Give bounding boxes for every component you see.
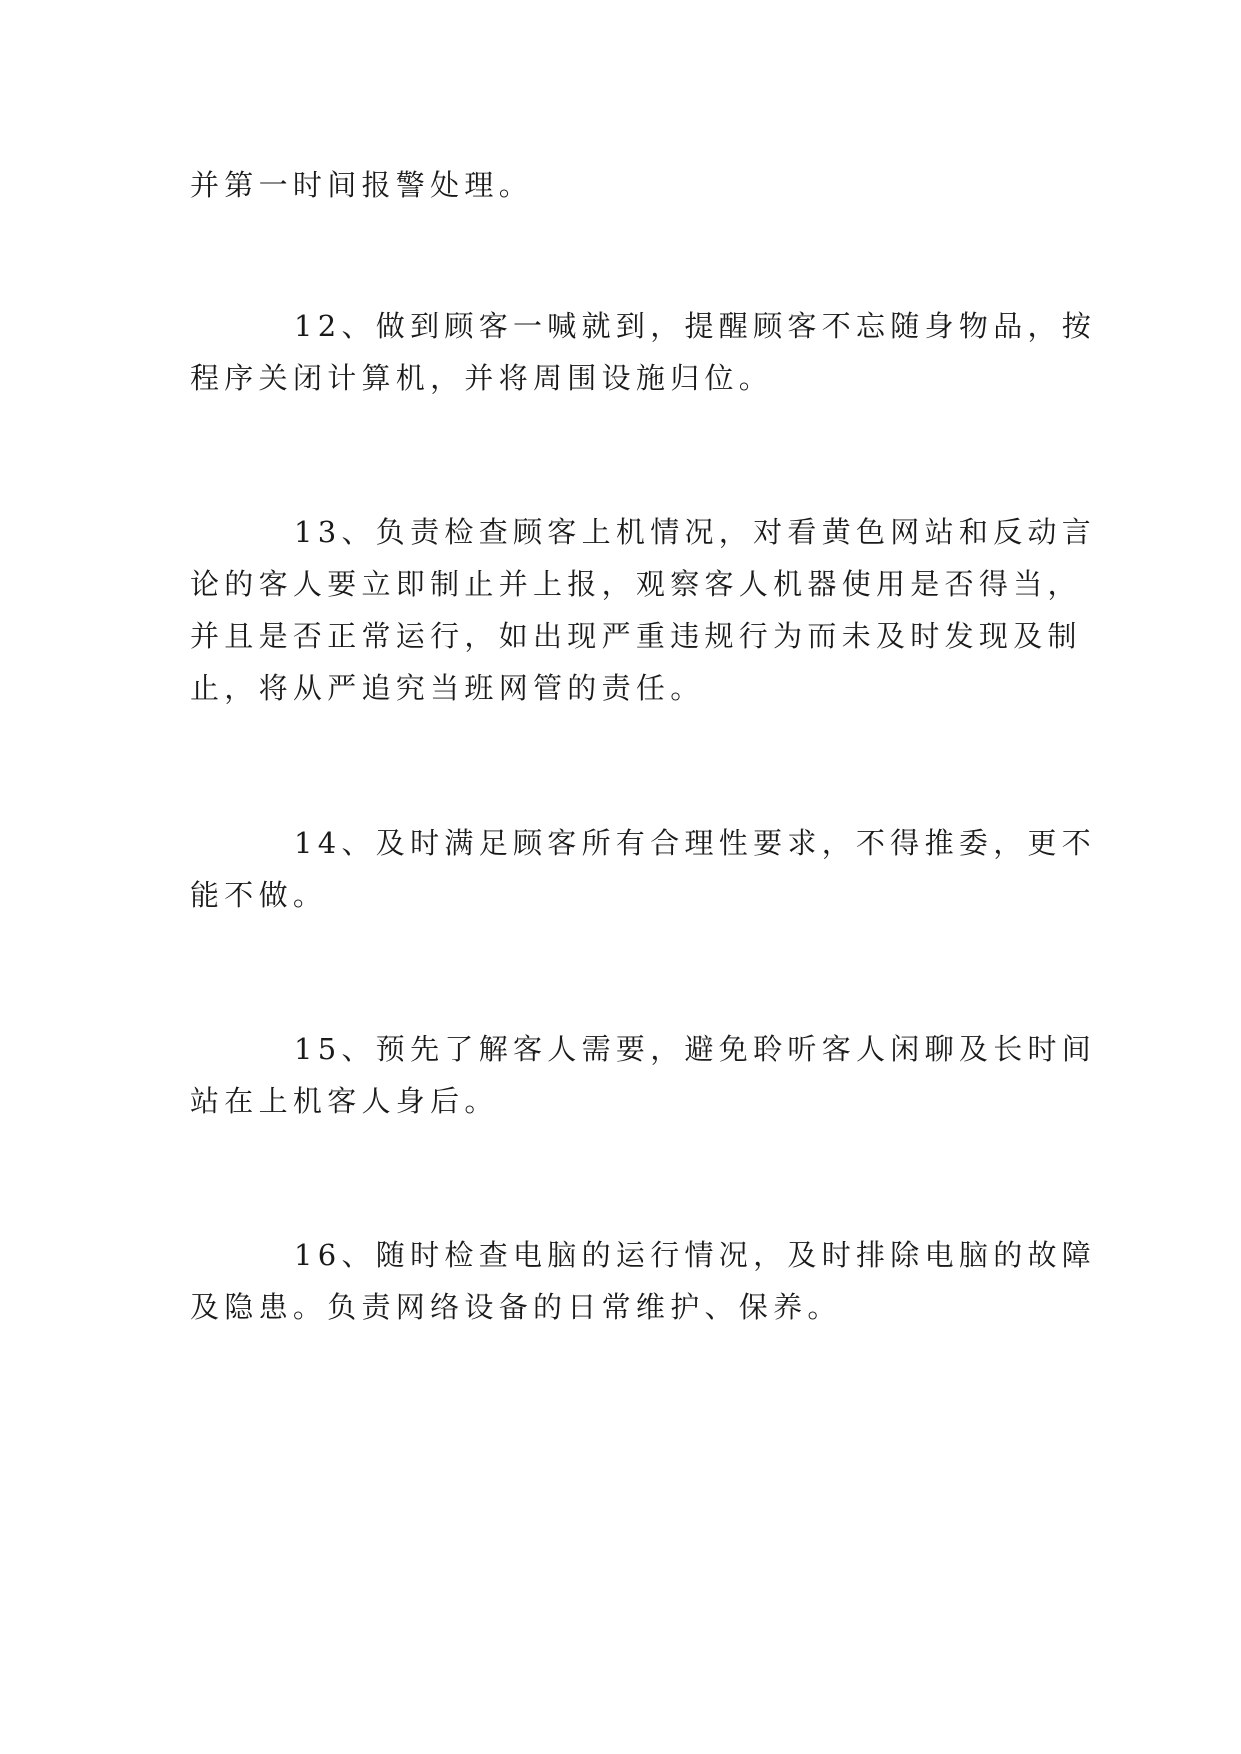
text-line: 能不做。 bbox=[190, 878, 328, 912]
text-line: 并第一时间报警处理。 bbox=[190, 168, 534, 202]
text-line: 论的客人要立即制止并上报，观察客人机器使用是否得当， bbox=[190, 567, 1082, 601]
text-line: 程序关闭计算机，并将周围设施归位。 bbox=[190, 361, 774, 395]
text-line: 13、负责检查顾客上机情况，对看黄色网站和反动言 bbox=[294, 515, 1097, 549]
text-line: 15、预先了解客人需要，避免聆听客人闲聊及长时间 bbox=[294, 1032, 1097, 1066]
text-line: 16、随时检查电脑的运行情况，及时排除电脑的故障 bbox=[294, 1238, 1097, 1272]
text-line: 12、做到顾客一喊就到，提醒顾客不忘随身物品，按 bbox=[294, 309, 1097, 343]
text-line: 14、及时满足顾客所有合理性要求，不得推委，更不 bbox=[294, 826, 1097, 860]
text-line: 及隐患。负责网络设备的日常维护、保养。 bbox=[190, 1290, 842, 1324]
text-line: 止，将从严追究当班网管的责任。 bbox=[190, 671, 705, 705]
text-line: 站在上机客人身后。 bbox=[190, 1084, 499, 1118]
text-line: 并且是否正常运行，如出现严重违规行为而未及时发现及制 bbox=[190, 619, 1082, 653]
